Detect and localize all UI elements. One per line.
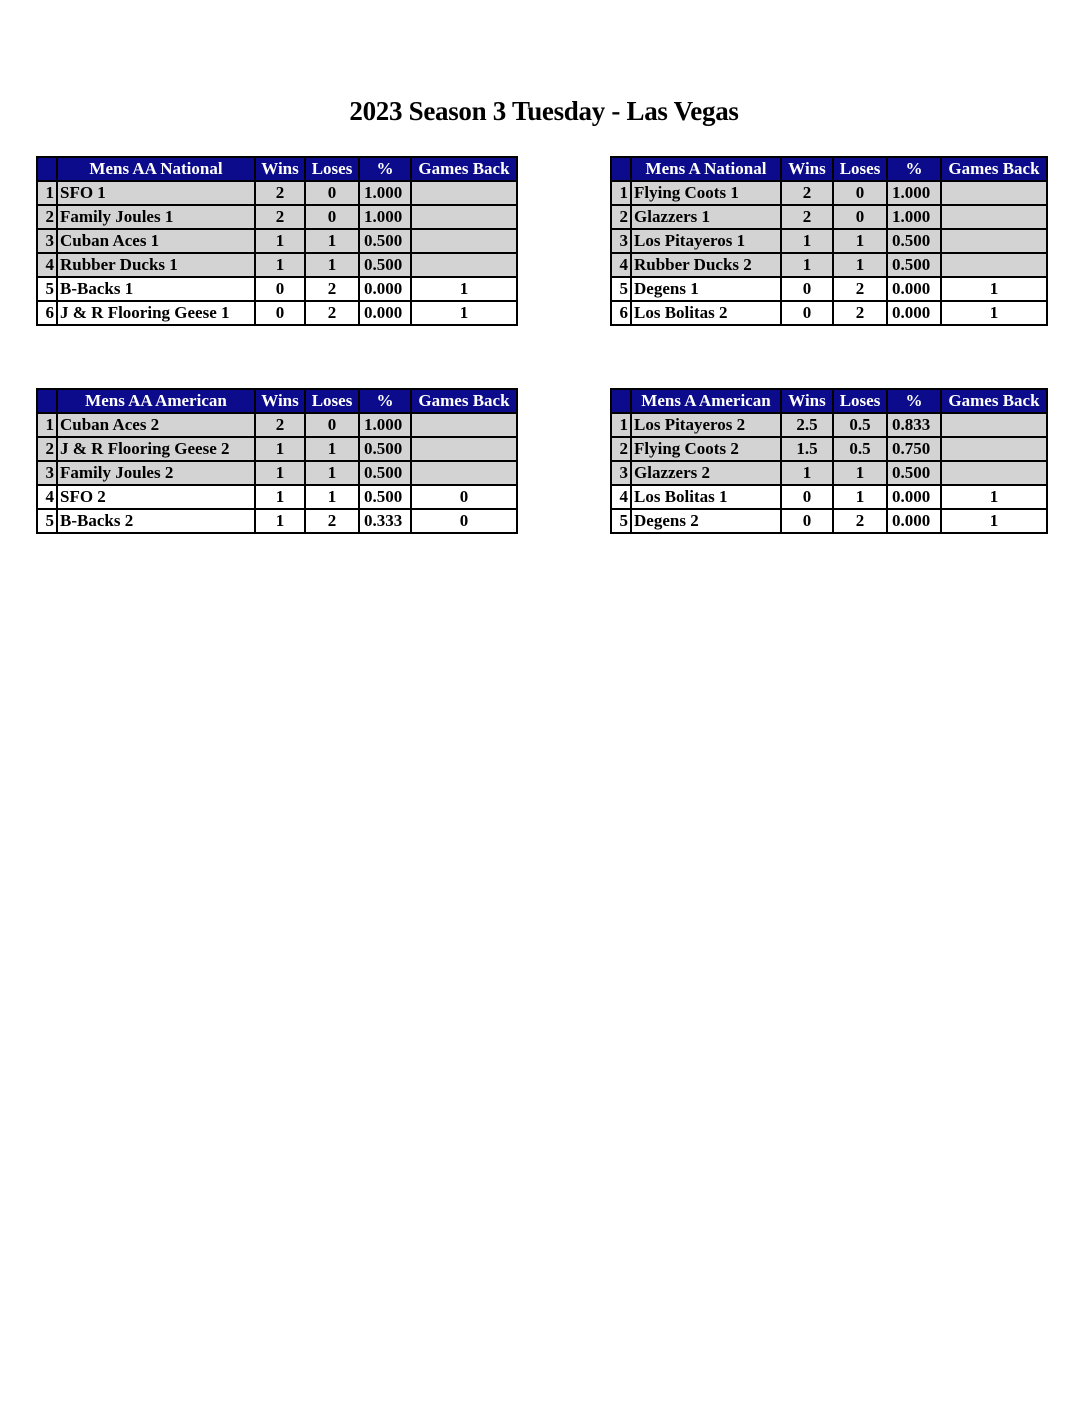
- rank-cell: 4: [611, 253, 631, 277]
- table-row: [611, 509, 1047, 533]
- wins-cell: 1: [255, 253, 305, 277]
- rank-cell: 1: [37, 181, 57, 205]
- pct-cell: 0.500: [359, 253, 411, 277]
- games-back-cell: [941, 461, 1047, 485]
- loses-cell: 1: [833, 229, 887, 253]
- wins-header: Wins: [255, 389, 305, 413]
- table-row: [37, 437, 517, 461]
- loses-header: Loses: [833, 157, 887, 181]
- loses-header: Loses: [833, 389, 887, 413]
- standings-table-mens-aa-american: [36, 388, 518, 534]
- games-back-cell: [411, 205, 517, 229]
- rank-cell: 3: [611, 229, 631, 253]
- page-title: 2023 Season 3 Tuesday - Las Vegas: [349, 96, 739, 126]
- table-row: [611, 277, 1047, 301]
- rank-cell: 2: [611, 205, 631, 229]
- games-back-cell: [411, 181, 517, 205]
- games-back-cell: [941, 205, 1047, 229]
- team-name-cell: Glazzers 2: [631, 461, 781, 485]
- table-row: [37, 301, 517, 325]
- wins-cell: 2: [255, 413, 305, 437]
- loses-cell: 0: [833, 205, 887, 229]
- rank-cell: 6: [611, 301, 631, 325]
- team-name-cell: Flying Coots 1: [631, 181, 781, 205]
- table-row: [611, 301, 1047, 325]
- pct-cell: 0.000: [359, 277, 411, 301]
- team-name-cell: B-Backs 1: [57, 277, 255, 301]
- pct-cell: 1.000: [359, 181, 411, 205]
- pct-cell: 0.500: [359, 437, 411, 461]
- wins-header: Wins: [781, 157, 833, 181]
- division-name: Mens AA National: [57, 157, 255, 181]
- pct-cell: 0.750: [887, 437, 941, 461]
- wins-cell: 0: [781, 301, 833, 325]
- rank-cell: 2: [37, 205, 57, 229]
- rank-cell: 1: [611, 413, 631, 437]
- pct-cell: 1.000: [887, 181, 941, 205]
- wins-cell: 1: [781, 229, 833, 253]
- wins-cell: 1: [255, 229, 305, 253]
- games-back-cell: [411, 413, 517, 437]
- loses-cell: 0.5: [833, 413, 887, 437]
- header-row: [37, 389, 517, 413]
- team-name-cell: Degens 2: [631, 509, 781, 533]
- loses-cell: 1: [833, 253, 887, 277]
- games-back-cell: [941, 253, 1047, 277]
- loses-cell: 1: [305, 253, 359, 277]
- pct-header: %: [887, 389, 941, 413]
- pct-cell: 1.000: [887, 205, 941, 229]
- rank-cell: 1: [611, 181, 631, 205]
- loses-cell: 0: [833, 181, 887, 205]
- rank-cell: 4: [611, 485, 631, 509]
- rank-cell: 5: [37, 277, 57, 301]
- pct-header: %: [359, 389, 411, 413]
- loses-cell: 2: [833, 301, 887, 325]
- team-name-cell: Flying Coots 2: [631, 437, 781, 461]
- games-back-cell: 1: [941, 485, 1047, 509]
- games-back-cell: 0: [411, 485, 517, 509]
- wins-cell: 0: [781, 277, 833, 301]
- pct-cell: 0.000: [359, 301, 411, 325]
- header-row: [611, 389, 1047, 413]
- table-row: [37, 181, 517, 205]
- table-row: [37, 253, 517, 277]
- loses-cell: 2: [305, 509, 359, 533]
- loses-cell: 0: [305, 181, 359, 205]
- rank-header-cell: [37, 389, 57, 413]
- table-row: [37, 485, 517, 509]
- wins-header: Wins: [781, 389, 833, 413]
- team-name-cell: Family Joules 2: [57, 461, 255, 485]
- loses-cell: 2: [833, 509, 887, 533]
- games-back-cell: 1: [941, 509, 1047, 533]
- rank-cell: 3: [37, 229, 57, 253]
- team-name-cell: J & R Flooring Geese 2: [57, 437, 255, 461]
- division-name: Mens AA American: [57, 389, 255, 413]
- table-row: [611, 413, 1047, 437]
- loses-cell: 1: [305, 485, 359, 509]
- wins-cell: 2: [255, 181, 305, 205]
- pct-cell: 0.833: [887, 413, 941, 437]
- standings-table-mens-a-national: [610, 156, 1048, 326]
- rank-cell: 2: [611, 437, 631, 461]
- pct-cell: 0.500: [359, 485, 411, 509]
- table-row: [611, 461, 1047, 485]
- wins-cell: 0: [255, 301, 305, 325]
- rank-cell: 5: [611, 509, 631, 533]
- pct-cell: 1.000: [359, 413, 411, 437]
- pct-header: %: [359, 157, 411, 181]
- wins-cell: 0: [781, 485, 833, 509]
- wins-cell: 2: [255, 205, 305, 229]
- table-row: [37, 461, 517, 485]
- wins-cell: 1: [255, 461, 305, 485]
- division-name: Mens A National: [631, 157, 781, 181]
- pct-cell: 0.000: [887, 485, 941, 509]
- team-name-cell: Los Bolitas 1: [631, 485, 781, 509]
- games-back-cell: [411, 253, 517, 277]
- pct-cell: 0.500: [887, 461, 941, 485]
- wins-cell: 2: [781, 205, 833, 229]
- standings-table-mens-a-american: [610, 388, 1048, 534]
- pct-cell: 0.000: [887, 301, 941, 325]
- games-back-cell: [941, 181, 1047, 205]
- games-back-cell: [411, 461, 517, 485]
- rank-cell: 4: [37, 485, 57, 509]
- team-name-cell: J & R Flooring Geese 1: [57, 301, 255, 325]
- games-back-cell: 1: [411, 301, 517, 325]
- division-name: Mens A American: [631, 389, 781, 413]
- header-row: [611, 157, 1047, 181]
- loses-cell: 2: [305, 277, 359, 301]
- rank-header-cell: [37, 157, 57, 181]
- team-name-cell: B-Backs 2: [57, 509, 255, 533]
- team-name-cell: Los Pitayeros 2: [631, 413, 781, 437]
- standings-table-mens-aa-national: [36, 156, 518, 326]
- games-back-cell: [941, 229, 1047, 253]
- team-name-cell: Cuban Aces 2: [57, 413, 255, 437]
- pct-cell: 0.500: [887, 229, 941, 253]
- rank-cell: 5: [37, 509, 57, 533]
- loses-cell: 1: [833, 461, 887, 485]
- wins-cell: 2.5: [781, 413, 833, 437]
- team-name-cell: Family Joules 1: [57, 205, 255, 229]
- team-name-cell: Rubber Ducks 1: [57, 253, 255, 277]
- wins-header: Wins: [255, 157, 305, 181]
- team-name-cell: Degens 1: [631, 277, 781, 301]
- rank-header-cell: [611, 389, 631, 413]
- table-row: [611, 229, 1047, 253]
- team-name-cell: Los Pitayeros 1: [631, 229, 781, 253]
- loses-cell: 2: [305, 301, 359, 325]
- table-row: [611, 485, 1047, 509]
- table-row: [611, 253, 1047, 277]
- table-row: [37, 205, 517, 229]
- loses-cell: 0: [305, 205, 359, 229]
- games-back-header: Games Back: [411, 389, 517, 413]
- pct-cell: 0.500: [887, 253, 941, 277]
- loses-cell: 1: [305, 461, 359, 485]
- loses-cell: 0.5: [833, 437, 887, 461]
- wins-cell: 1: [255, 437, 305, 461]
- wins-cell: 0: [255, 277, 305, 301]
- games-back-cell: [411, 437, 517, 461]
- loses-cell: 2: [833, 277, 887, 301]
- team-name-cell: Cuban Aces 1: [57, 229, 255, 253]
- loses-cell: 0: [305, 413, 359, 437]
- table-row: [37, 509, 517, 533]
- loses-cell: 1: [305, 229, 359, 253]
- pct-cell: 1.000: [359, 205, 411, 229]
- wins-cell: 0: [781, 509, 833, 533]
- wins-cell: 1: [781, 461, 833, 485]
- wins-cell: 2: [781, 181, 833, 205]
- team-name-cell: SFO 1: [57, 181, 255, 205]
- table-row: [611, 205, 1047, 229]
- wins-cell: 1: [255, 485, 305, 509]
- wins-cell: 1.5: [781, 437, 833, 461]
- loses-cell: 1: [305, 437, 359, 461]
- team-name-cell: SFO 2: [57, 485, 255, 509]
- pct-cell: 0.500: [359, 461, 411, 485]
- table-row: [37, 413, 517, 437]
- games-back-header: Games Back: [941, 389, 1047, 413]
- games-back-cell: 1: [411, 277, 517, 301]
- table-row: [611, 181, 1047, 205]
- table-row: [37, 229, 517, 253]
- team-name-cell: Rubber Ducks 2: [631, 253, 781, 277]
- team-name-cell: Los Bolitas 2: [631, 301, 781, 325]
- pct-cell: 0.000: [887, 509, 941, 533]
- rank-cell: 5: [611, 277, 631, 301]
- games-back-cell: 1: [941, 277, 1047, 301]
- wins-cell: 1: [781, 253, 833, 277]
- games-back-cell: 1: [941, 301, 1047, 325]
- games-back-cell: [941, 413, 1047, 437]
- table-row: [37, 277, 517, 301]
- pct-cell: 0.000: [887, 277, 941, 301]
- header-row: [37, 157, 517, 181]
- games-back-cell: [941, 437, 1047, 461]
- rank-cell: 6: [37, 301, 57, 325]
- pct-cell: 0.333: [359, 509, 411, 533]
- team-name-cell: Glazzers 1: [631, 205, 781, 229]
- games-back-header: Games Back: [941, 157, 1047, 181]
- rank-cell: 2: [37, 437, 57, 461]
- rank-cell: 4: [37, 253, 57, 277]
- loses-header: Loses: [305, 389, 359, 413]
- pct-cell: 0.500: [359, 229, 411, 253]
- table-row: [611, 437, 1047, 461]
- pct-header: %: [887, 157, 941, 181]
- loses-cell: 1: [833, 485, 887, 509]
- rank-header-cell: [611, 157, 631, 181]
- wins-cell: 1: [255, 509, 305, 533]
- loses-header: Loses: [305, 157, 359, 181]
- rank-cell: 3: [611, 461, 631, 485]
- games-back-header: Games Back: [411, 157, 517, 181]
- games-back-cell: [411, 229, 517, 253]
- rank-cell: 3: [37, 461, 57, 485]
- games-back-cell: 0: [411, 509, 517, 533]
- rank-cell: 1: [37, 413, 57, 437]
